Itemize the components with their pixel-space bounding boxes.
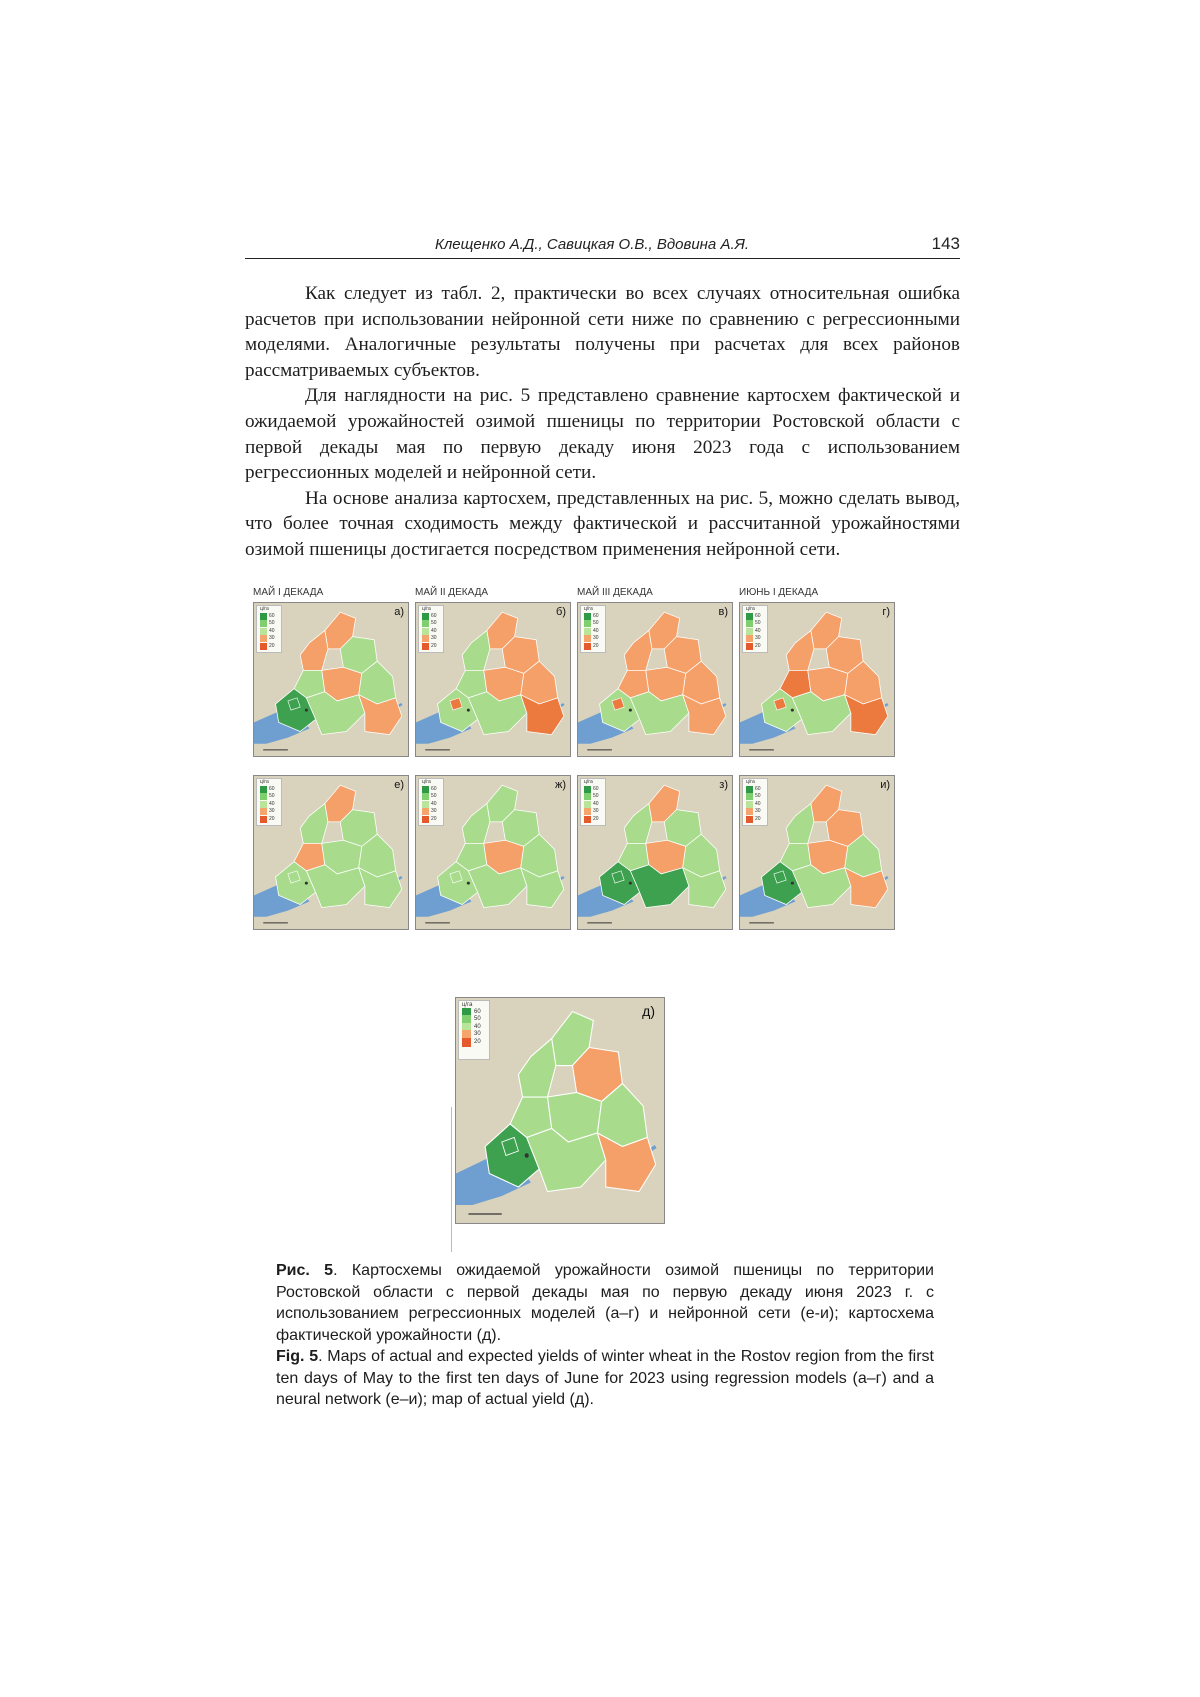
legend-swatch <box>584 628 591 635</box>
map-legend <box>458 1000 490 1060</box>
legend-swatch <box>422 816 429 823</box>
caption-ru-text: . Картосхемы ожидаемой урожайности озимой пшеницы по территории Ростовской области с первой декады мая по первую декаду июня 2023 г. с использованием регрессионных моделей (а–г) и нейронной сети (е-и); картосхема фактической урожайности (д). <box>276 1262 934 1344</box>
city-marker-icon <box>467 882 470 885</box>
legend-swatch <box>260 808 267 815</box>
legend-tick: 40 <box>755 800 761 807</box>
legend-tick: 50 <box>474 1016 481 1023</box>
city-marker-icon <box>629 709 632 712</box>
legend-swatch <box>584 793 591 800</box>
legend-swatch <box>746 816 753 823</box>
map-panel-letter: е) <box>394 779 404 791</box>
city-marker-icon <box>791 709 794 712</box>
legend-tick: 40 <box>593 627 599 634</box>
legend-tick: 30 <box>593 635 599 642</box>
legend-swatch <box>422 613 429 620</box>
legend-swatch <box>422 793 429 800</box>
legend-tick: 30 <box>269 635 275 642</box>
map-panel <box>415 775 571 930</box>
map-frame <box>415 602 571 757</box>
legend-tick: 40 <box>431 627 437 634</box>
legend-swatch <box>422 620 429 627</box>
legend-tick: 60 <box>269 786 275 792</box>
running-header <box>245 234 960 259</box>
legend-swatch <box>746 786 753 793</box>
map-frame <box>739 602 895 757</box>
legend-swatch <box>746 635 753 642</box>
map-panel <box>739 775 895 930</box>
legend-tick: 20 <box>269 642 275 649</box>
legend-tick: 50 <box>431 620 437 627</box>
map-panel <box>577 587 733 757</box>
map-frame <box>253 775 409 930</box>
city-marker-icon <box>525 1153 529 1158</box>
map-legend <box>418 605 444 653</box>
legend-tick: 60 <box>755 613 761 619</box>
legend-unit: ц/га <box>462 1002 473 1008</box>
legend-swatch <box>584 816 591 823</box>
page-number: 143 <box>931 234 960 253</box>
legend-unit: ц/га <box>746 779 755 785</box>
legend-swatch <box>422 628 429 635</box>
legend-swatch <box>260 643 267 650</box>
legend-swatch <box>422 786 429 793</box>
legend-swatch <box>746 643 753 650</box>
legend-tick: 60 <box>593 786 599 792</box>
legend-tick: 50 <box>593 620 599 627</box>
map-panel-title: МАЙ II ДЕКАДА <box>415 587 489 598</box>
legend-tick: 50 <box>269 620 275 627</box>
city-marker-icon <box>629 882 632 885</box>
legend-tick: 20 <box>755 815 761 822</box>
legend-swatch <box>260 816 267 823</box>
legend-tick: 60 <box>431 786 437 792</box>
map-legend <box>256 605 282 653</box>
legend-unit: ц/га <box>422 779 431 785</box>
figure-side-rule <box>451 1107 452 1252</box>
legend-swatch <box>260 793 267 800</box>
legend-swatch <box>584 643 591 650</box>
caption-ru <box>276 1260 934 1346</box>
legend-swatch <box>584 635 591 642</box>
legend-swatch <box>584 620 591 627</box>
map-panel-letter: ж) <box>554 779 566 791</box>
legend-tick: 30 <box>755 808 761 815</box>
paragraph-2: Для наглядности на рис. 5 представлено сравнение картосхем фактической и ожидаемой урожайностей озимой пшеницы по территории Ростовской области с первой декады мая по первую декаду июня 2023 года с использованием регрессионных моделей и нейронной сети. <box>245 385 960 484</box>
paragraph-1: Как следует из табл. 2, практически во всех случаях относительная ошибка расчетов при использовании нейронной сети ниже по сравнению с регрессионными моделями. Аналогичные результаты получены при расчетах для всех районов рассматриваемых субъектов. <box>245 283 960 381</box>
legend-swatch <box>260 801 267 808</box>
legend-tick: 30 <box>431 808 437 815</box>
legend-tick: 50 <box>755 793 761 800</box>
figure-caption <box>276 1260 934 1411</box>
legend-swatch <box>422 635 429 642</box>
caption-en-label: Fig. 5 <box>276 1348 319 1365</box>
legend-unit: ц/га <box>746 606 755 612</box>
map-panel-letter: в) <box>718 606 728 618</box>
legend-swatch <box>422 801 429 808</box>
legend-swatch <box>746 628 753 635</box>
legend-swatch <box>746 613 753 620</box>
map-legend <box>742 778 768 826</box>
legend-unit: ц/га <box>422 606 431 612</box>
legend-tick: 20 <box>474 1038 481 1045</box>
legend-swatch <box>584 786 591 793</box>
legend-swatch <box>584 613 591 620</box>
map-frame <box>739 775 895 930</box>
legend-swatch <box>260 628 267 635</box>
header-authors: Клещенко А.Д., Савицкая О.В., Вдовина А.Я. <box>435 236 750 253</box>
map-legend <box>418 778 444 826</box>
legend-tick: 60 <box>755 786 761 792</box>
city-marker-icon <box>305 709 308 712</box>
legend-unit: ц/га <box>260 606 269 612</box>
legend-unit: ц/га <box>584 779 593 785</box>
caption-en <box>276 1346 934 1411</box>
map-legend <box>580 778 606 826</box>
legend-tick: 50 <box>593 793 599 800</box>
legend-tick: 60 <box>431 613 437 619</box>
map-panel-letter: б) <box>556 606 566 618</box>
map-panel-letter: г) <box>882 606 890 618</box>
legend-tick: 40 <box>593 800 599 807</box>
legend-swatch <box>746 801 753 808</box>
legend-tick: 30 <box>431 635 437 642</box>
map-panel-letter: а) <box>394 606 404 618</box>
city-marker-icon <box>467 709 470 712</box>
city-marker-icon <box>791 882 794 885</box>
legend-tick: 40 <box>431 800 437 807</box>
paragraph-3: На основе анализа картосхем, представленных на рис. 5, можно сделать вывод, что более точная сходимость между фактической и рассчитанной урожайностями озимой пшеницы достигается посредством применения нейронной сети. <box>245 487 960 560</box>
map-panel-letter: и) <box>880 779 890 791</box>
legend-tick: 30 <box>269 808 275 815</box>
map-panel-title: МАЙ III ДЕКАДА <box>577 587 653 598</box>
legend-tick: 20 <box>593 642 599 649</box>
map-frame <box>415 775 571 930</box>
legend-tick: 60 <box>593 613 599 619</box>
map-frame <box>577 775 733 930</box>
legend-tick: 40 <box>755 627 761 634</box>
legend-unit: ц/га <box>584 606 593 612</box>
legend-unit: ц/га <box>260 779 269 785</box>
city-marker-icon <box>305 882 308 885</box>
legend-swatch <box>260 613 267 620</box>
legend-swatch <box>422 643 429 650</box>
legend-tick: 20 <box>431 642 437 649</box>
caption-en-text: . Maps of actual and expected yields of winter wheat in the Rostov region from the first ten days of May to the first ten days of June for 2023 using regression models (а–г) and a neural network (е–и); map of actual yield (д). <box>276 1348 934 1408</box>
body-text <box>245 281 960 563</box>
legend-swatch <box>260 786 267 793</box>
map-panel-title: МАЙ I ДЕКАДА <box>253 587 324 598</box>
map-frame <box>455 997 665 1224</box>
legend-swatch <box>462 1038 471 1047</box>
legend-tick: 60 <box>269 613 275 619</box>
legend-swatch <box>746 808 753 815</box>
legend-tick: 30 <box>474 1031 481 1038</box>
legend-tick: 20 <box>593 815 599 822</box>
map-frame <box>577 602 733 757</box>
map-legend <box>580 605 606 653</box>
map-panel-actual <box>455 997 665 1224</box>
map-panel-letter: з) <box>719 779 728 791</box>
legend-tick: 50 <box>755 620 761 627</box>
legend-tick: 40 <box>269 627 275 634</box>
legend-swatch <box>746 620 753 627</box>
legend-tick: 20 <box>755 642 761 649</box>
legend-swatch <box>746 793 753 800</box>
map-panel <box>253 587 409 757</box>
legend-tick: 60 <box>474 1009 481 1015</box>
legend-swatch <box>260 620 267 627</box>
legend-tick: 20 <box>269 815 275 822</box>
map-legend <box>256 778 282 826</box>
map-panel <box>577 775 733 930</box>
legend-tick: 40 <box>474 1023 481 1030</box>
legend-swatch <box>260 635 267 642</box>
map-frame <box>253 602 409 757</box>
legend-tick: 50 <box>431 793 437 800</box>
legend-swatch <box>584 808 591 815</box>
map-legend <box>742 605 768 653</box>
legend-tick: 30 <box>755 635 761 642</box>
map-panel <box>253 775 409 930</box>
legend-tick: 30 <box>593 808 599 815</box>
legend-swatch <box>584 801 591 808</box>
legend-swatch <box>422 808 429 815</box>
map-panel-title: ИЮНЬ I ДЕКАДА <box>739 587 819 598</box>
caption-ru-label: Рис. 5 <box>276 1262 334 1279</box>
legend-tick: 50 <box>269 793 275 800</box>
legend-tick: 40 <box>269 800 275 807</box>
map-panel-letter: д) <box>642 1003 655 1019</box>
legend-tick: 20 <box>431 815 437 822</box>
map-panel <box>739 587 895 757</box>
map-panel <box>415 587 571 757</box>
